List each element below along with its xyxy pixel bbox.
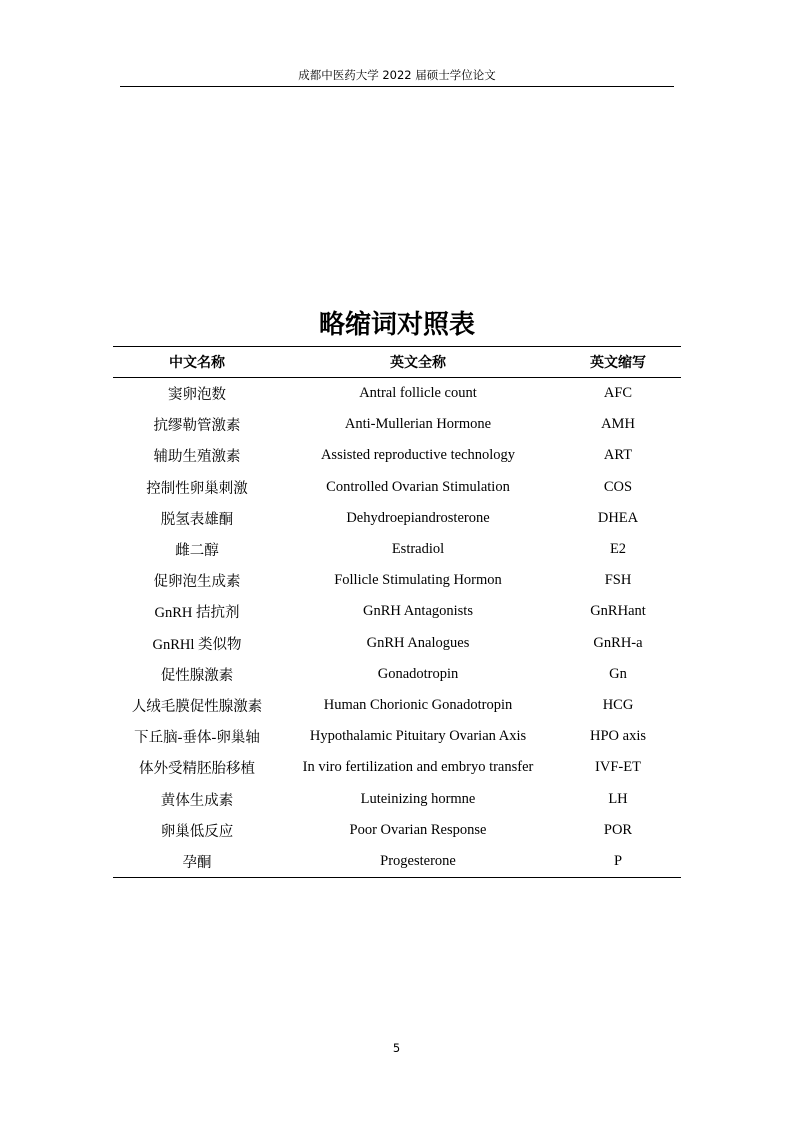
- cell-chinese-name: 雌二醇: [175, 543, 219, 560]
- cell-chinese-name: 孕酮: [113, 846, 281, 878]
- column-header-abbreviation: 英文缩写: [555, 347, 681, 378]
- table-row: [113, 752, 681, 783]
- cell-abbreviation: IVF-ET: [595, 759, 641, 776]
- cell-english-full-name: Gonadotropin: [377, 665, 459, 682]
- cell-abbreviation: HCG: [602, 696, 634, 713]
- cell-english-full-name: Assisted reproductive technology: [320, 447, 516, 464]
- table-row: [113, 628, 681, 659]
- table-row: [113, 472, 681, 503]
- cell-english-full-name: Dehydroepiandrosterone: [346, 509, 490, 526]
- table-row: [113, 534, 681, 565]
- cell-chinese-name: 人绒毛膜促性腺激素: [131, 698, 263, 715]
- table-row: [113, 659, 681, 690]
- cell-abbreviation: Gn: [609, 665, 627, 682]
- cell-chinese-name: 窦卵泡数: [168, 387, 226, 404]
- cell-chinese-name: GnRHl 类似物: [152, 636, 242, 653]
- cell-english-full-name: In viro fertilization and embryo transfer: [302, 759, 534, 776]
- page-header: 成都中医药大学 2022 届硕士学位论文: [298, 68, 496, 82]
- cell-abbreviation: POR: [603, 821, 633, 838]
- cell-abbreviation: AFC: [603, 385, 633, 402]
- cell-english-full-name: Antral follicle count: [359, 385, 477, 402]
- cell-abbreviation: GnRHant: [590, 603, 646, 620]
- cell-english-full-name: GnRH Antagonists: [363, 603, 473, 620]
- cell-abbreviation: ART: [603, 447, 633, 464]
- table-row: [113, 690, 681, 721]
- cell-chinese-name: 下丘脑-垂体-卵巢轴: [134, 730, 260, 747]
- table-row: [113, 596, 681, 627]
- cell-abbreviation: GnRH-a: [593, 634, 643, 651]
- cell-abbreviation: AMH: [601, 416, 635, 433]
- table-row: [113, 815, 681, 846]
- cell-abbreviation: FSH: [604, 572, 632, 589]
- cell-chinese-name: 卵巢低反应: [160, 823, 234, 840]
- cell-chinese-name: 促性腺激素: [160, 667, 234, 684]
- table-row: [113, 783, 681, 814]
- cell-chinese-name: 辅助生殖激素: [153, 449, 241, 466]
- cell-english-full-name: Follicle Stimulating Hormon: [334, 572, 502, 589]
- table-header-row: [113, 347, 681, 378]
- cell-chinese-name: 抗缪勒管激素: [153, 418, 241, 435]
- cell-chinese-name: 控制性卵巢刺激: [146, 480, 248, 497]
- table-row: [113, 409, 681, 440]
- cell-english-full-name: Estradiol: [391, 541, 445, 558]
- cell-chinese-name: 黄体生成素: [160, 792, 234, 809]
- column-header-chinese-name: 中文名称: [113, 347, 281, 378]
- page-number: 5: [392, 1041, 401, 1055]
- cell-english-full-name: Human Chorionic Gonadotropin: [323, 696, 513, 713]
- cell-chinese-name: 促卵泡生成素: [153, 574, 241, 591]
- cell-abbreviation: E2: [609, 541, 627, 558]
- table-row: [113, 503, 681, 534]
- cell-english-full-name: Poor Ovarian Response: [349, 821, 487, 838]
- cell-chinese-name: GnRH 拮抗剂: [154, 605, 240, 622]
- table-row: [113, 721, 681, 752]
- page-title: 略缩词对照表: [318, 310, 475, 340]
- cell-english-full-name: Anti-Mullerian Hormone: [344, 416, 492, 433]
- cell-english-full-name: GnRH Analogues: [366, 634, 470, 651]
- table-row: [113, 378, 681, 410]
- cell-abbreviation: COS: [603, 478, 633, 495]
- cell-abbreviation: LH: [608, 790, 628, 807]
- cell-english-full-name: Controlled Ovarian Stimulation: [326, 478, 510, 495]
- cell-chinese-name: 脱氢表雄酮: [160, 511, 234, 528]
- abbreviation-table: [113, 346, 681, 878]
- table-row: [113, 846, 681, 878]
- cell-abbreviation: HPO axis: [590, 728, 646, 745]
- cell-abbreviation: P: [555, 846, 681, 878]
- column-header-english-full-name: 英文全称: [281, 347, 555, 378]
- table-row: [113, 440, 681, 471]
- cell-abbreviation: DHEA: [597, 509, 639, 526]
- cell-english-full-name: Luteinizing hormne: [360, 790, 476, 807]
- table-row: [113, 565, 681, 596]
- cell-english-full-name: Progesterone: [281, 846, 555, 878]
- header-divider: [120, 86, 674, 87]
- cell-english-full-name: Hypothalamic Pituitary Ovarian Axis: [309, 728, 527, 745]
- table-body: [113, 378, 681, 878]
- cell-chinese-name: 体外受精胚胎移植: [139, 761, 255, 778]
